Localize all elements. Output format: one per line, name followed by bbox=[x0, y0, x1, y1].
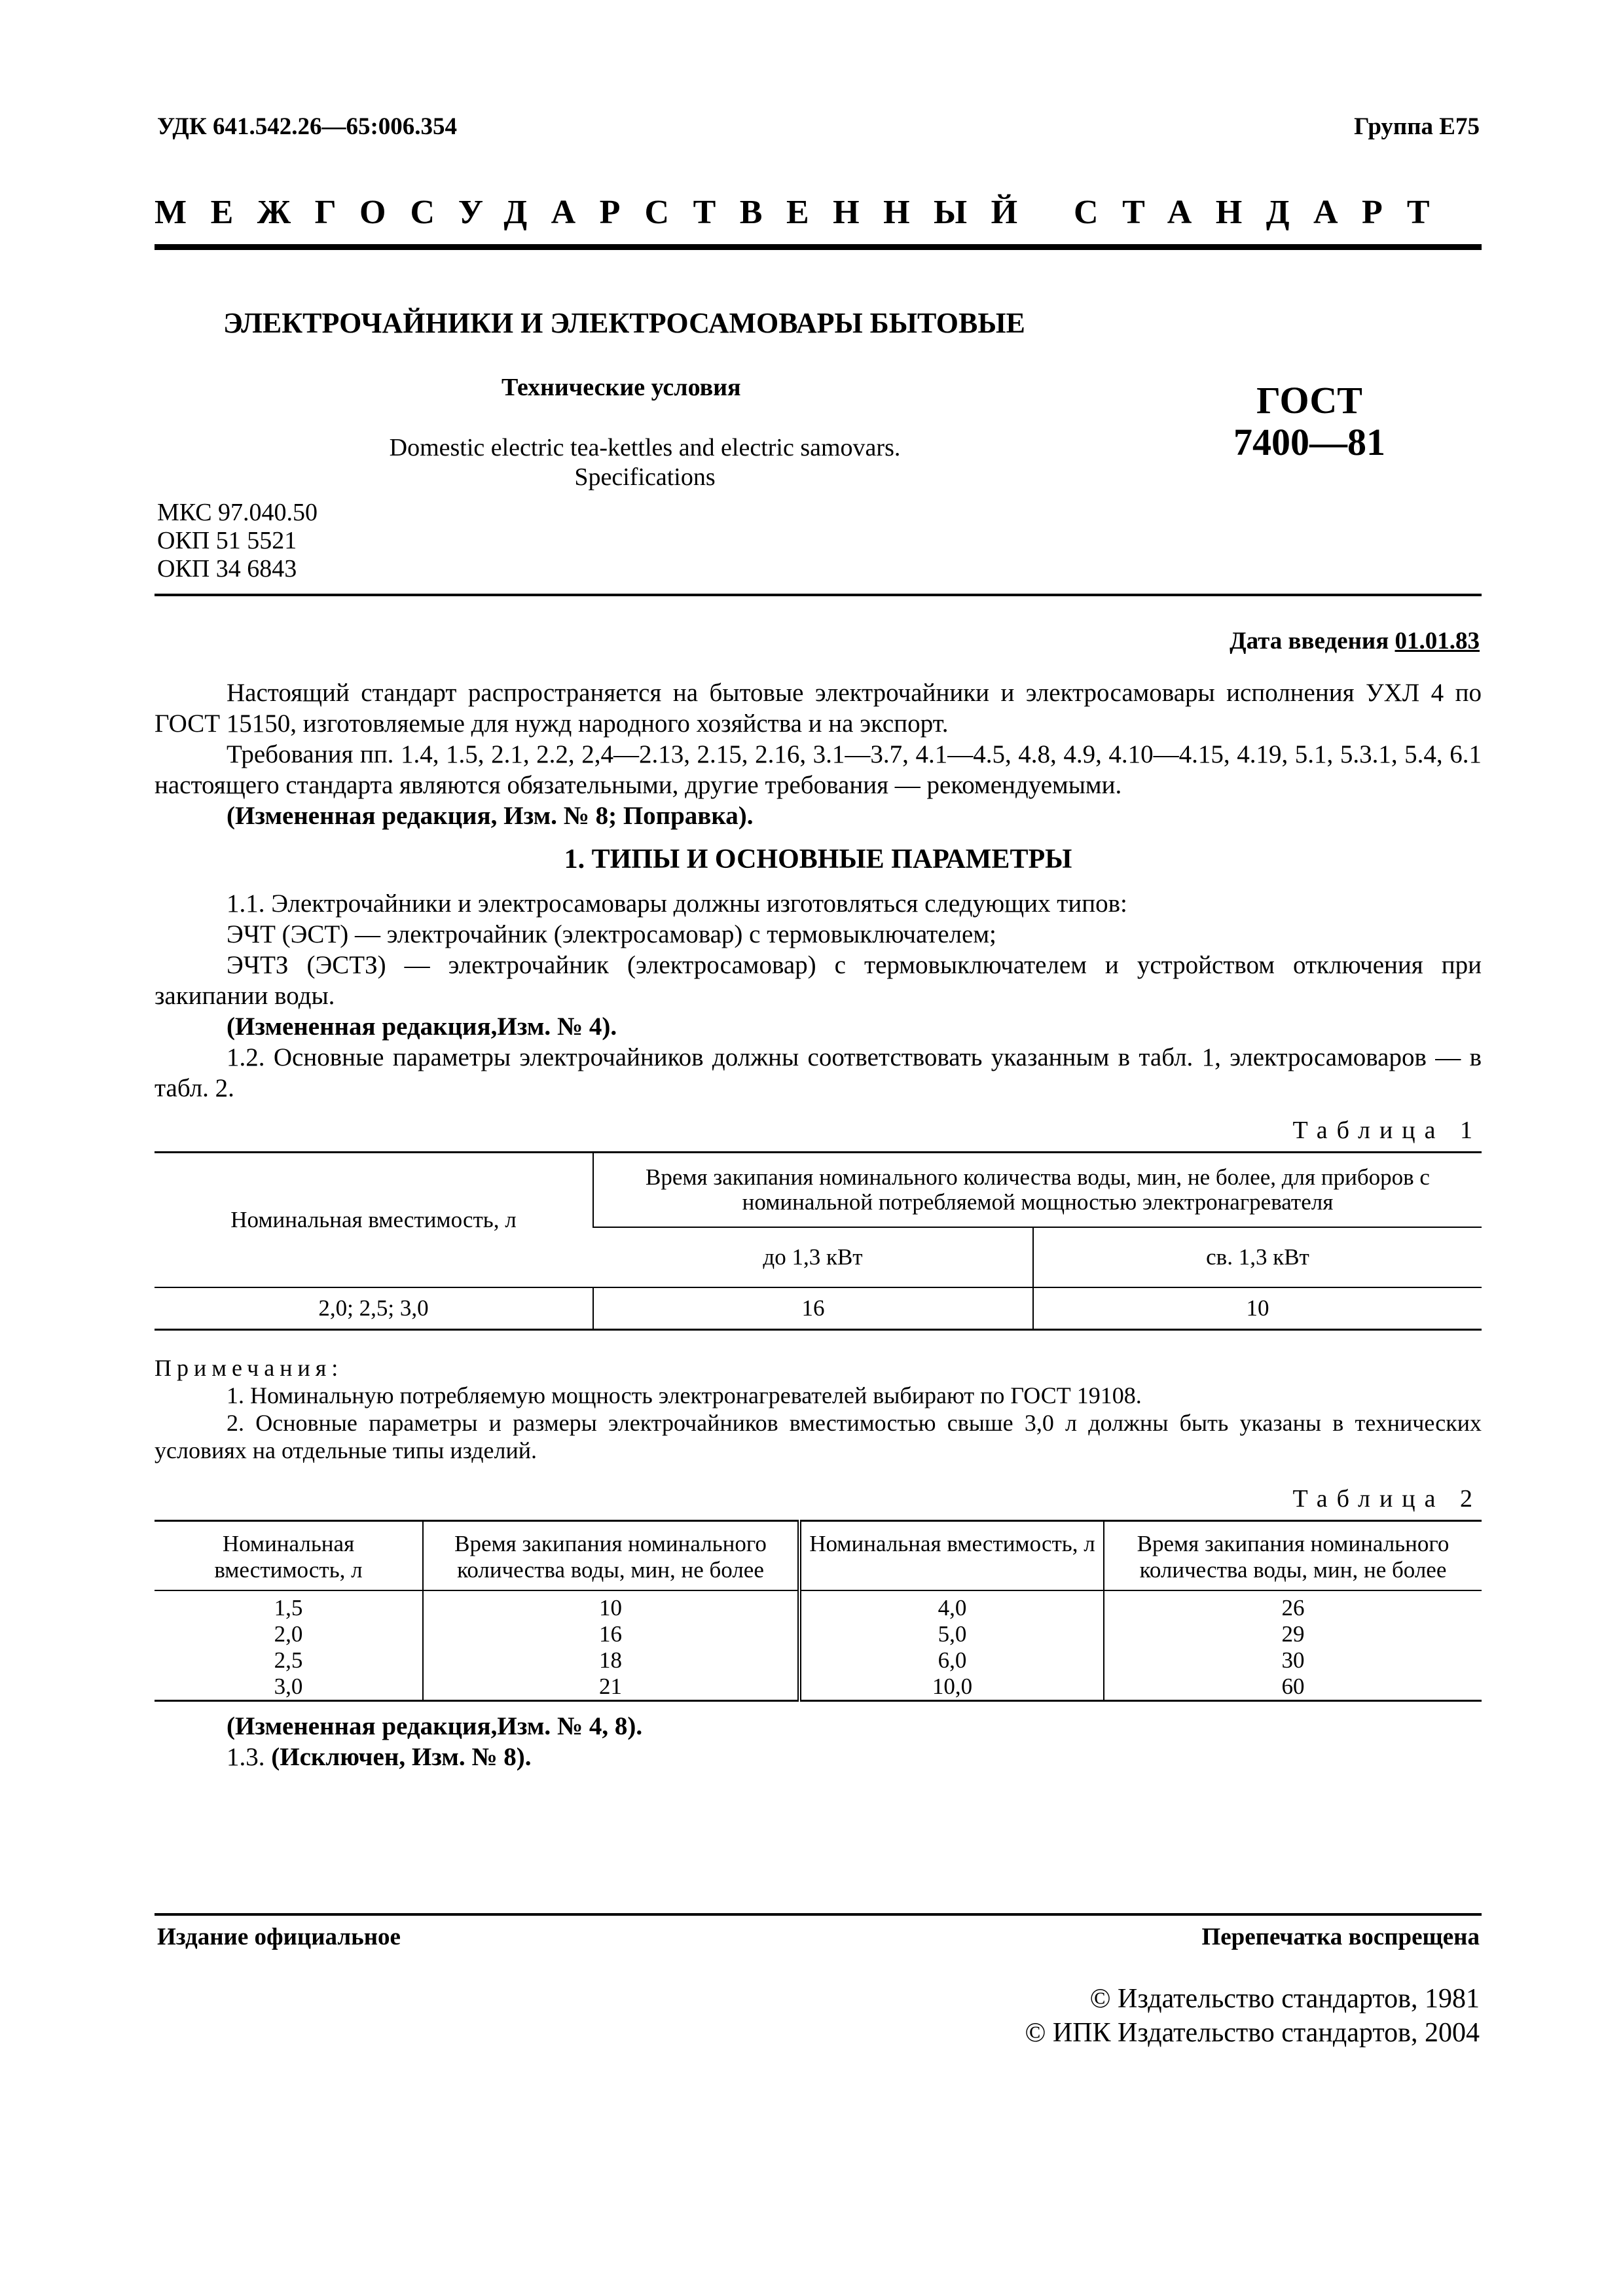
clause-1-1-type-b: ЭЧТЗ (ЭСТЗ) — электрочайник (электросамовар) с термовыключателем и устройством отключения при закипании воды. bbox=[155, 951, 1482, 1010]
amendment-note-2: (Измененная редакция,Изм. № 4). bbox=[227, 1013, 617, 1041]
table-cell: 16 bbox=[599, 1621, 622, 1647]
table-cell: 6,0 bbox=[938, 1647, 967, 1673]
table1-sub-header-low: до 1,3 кВт bbox=[593, 1227, 1033, 1287]
table-cell: 10,0 bbox=[932, 1674, 973, 1699]
table-cell: 2,5 bbox=[274, 1647, 303, 1673]
table-2 bbox=[155, 1520, 1482, 1702]
english-title-line2: Specifications bbox=[574, 463, 716, 491]
classification-codes bbox=[157, 499, 318, 583]
udk-code: УДК 641.542.26—65:006.354 bbox=[157, 113, 458, 140]
table-cell: 26 bbox=[1281, 1595, 1305, 1621]
table-1 bbox=[155, 1151, 1482, 1331]
official-edition-label: Издание официальное bbox=[157, 1924, 401, 1950]
english-title bbox=[354, 433, 936, 492]
table-cell: 30 bbox=[1281, 1647, 1305, 1673]
clause-1-1: 1.1. Электрочайники и электросамовары должны изготовляться следующих типов: bbox=[227, 889, 1127, 918]
interstate-standard-heading: МЕЖГОСУДАРСТВЕННЫЙ СТАНДАРТ bbox=[155, 194, 1454, 231]
table2-col-capacity-1 bbox=[155, 1590, 423, 1701]
table2-col-time-2 bbox=[1104, 1590, 1482, 1701]
table-row bbox=[155, 1590, 1482, 1701]
group-code: Группа Е75 bbox=[1354, 113, 1480, 140]
note-2: 2. Основные параметры и размеры электрочайников вместимостью свыше 3,0 л должны быть указаны в технических условиях на отдельные типы изделий. bbox=[155, 1410, 1482, 1463]
table2-header-row bbox=[155, 1521, 1482, 1591]
table-cell: 1,5 bbox=[274, 1595, 303, 1621]
table1-caption: Таблица 1 bbox=[1292, 1117, 1482, 1144]
copyright-2004: © ИПК Издательство стандартов, 2004 bbox=[1025, 2018, 1480, 2048]
clause-1-1-type-a: ЭЧТ (ЭСТ) — электрочайник (электросамовар) с термовыключателем; bbox=[227, 920, 996, 948]
code-mks: МКС 97.040.50 bbox=[157, 499, 318, 526]
table1-cell-low: 16 bbox=[593, 1287, 1033, 1330]
clause-1-2: 1.2. Основные параметры электрочайников должны соответствовать указанным в табл. 1, электросамоваров — в табл. 2. bbox=[155, 1043, 1482, 1102]
title-block-rule bbox=[155, 594, 1482, 596]
table-cell: 2,0 bbox=[274, 1621, 303, 1647]
table2-col-time-1 bbox=[423, 1590, 799, 1701]
gost-number bbox=[1178, 380, 1440, 463]
table-cell: 21 bbox=[599, 1674, 622, 1699]
gost-code: 7400—81 bbox=[1233, 421, 1385, 463]
code-okp-2: ОКП 34 6843 bbox=[157, 555, 297, 583]
table2-header-capacity-1: Номинальная вместимость, л bbox=[155, 1521, 423, 1591]
amendment-note-1: (Измененная редакция, Изм. № 8; Поправка). bbox=[227, 802, 754, 830]
table-cell: 3,0 bbox=[274, 1674, 303, 1699]
document-title: ЭЛЕКТРОЧАЙНИКИ И ЭЛЕКТРОСАМОВАРЫ БЫТОВЫЕ bbox=[223, 307, 1025, 339]
table-cell: 5,0 bbox=[938, 1621, 967, 1647]
introduction-date bbox=[1230, 627, 1480, 655]
table-cell: 60 bbox=[1281, 1674, 1305, 1699]
table1-cell-capacity: 2,0; 2,5; 3,0 bbox=[318, 1295, 429, 1321]
section-heading-1: 1. ТИПЫ И ОСНОВНЫЕ ПАРАМЕТРЫ bbox=[564, 844, 1072, 874]
table2-caption: Таблица 2 bbox=[1292, 1485, 1482, 1513]
clause-1-3-number: 1.3. bbox=[227, 1743, 272, 1771]
table-cell: 29 bbox=[1281, 1621, 1305, 1647]
table2-header-time-2: Время закипания номинального количества воды, мин, не более bbox=[1104, 1521, 1482, 1591]
document-body bbox=[155, 677, 1482, 1772]
table1-group-header: Время закипания номинального количества воды, мин, не более, для приборов с номинальной потребляемой мощностью электронагревателя bbox=[593, 1153, 1482, 1228]
reprint-prohibited-label: Перепечатка воспрещена bbox=[1201, 1924, 1480, 1950]
table2-header-capacity-2: Номинальная вместимость, л bbox=[799, 1521, 1104, 1591]
paragraph-requirements: Требования пп. 1.4, 1.5, 2.1, 2.2, 2,4—2.13, 2.15, 2.16, 3.1—3.7, 4.1—4.5, 4.8, 4.9, 4.10—4.15, 4.19, 5.1, 5.3.1, 5.4, 6.1 настоящего стандарта являются обязательными, другие требования — рекомендуемыми. bbox=[155, 740, 1482, 799]
table1-header-row bbox=[155, 1153, 1482, 1228]
table2-col-capacity-2 bbox=[799, 1590, 1104, 1701]
table-cell: 4,0 bbox=[938, 1595, 967, 1621]
english-title-line1: Domestic electric tea-kettles and electric samovars. bbox=[389, 434, 901, 461]
table1-col-capacity-header: Номинальная вместимость, л bbox=[155, 1153, 593, 1288]
note-1: 1. Номинальную потребляемую мощность электронагревателей выбирают по ГОСТ 19108. bbox=[227, 1382, 1142, 1408]
notes-title: Примечания: bbox=[155, 1355, 344, 1381]
clause-1-3-text: (Исключен, Изм. № 8). bbox=[271, 1743, 532, 1771]
copyright-block bbox=[1025, 1982, 1480, 2050]
introduction-date-label: Дата введения bbox=[1230, 628, 1395, 655]
footer-rule bbox=[155, 1913, 1482, 1916]
introduction-date-value: 01.01.83 bbox=[1395, 628, 1480, 655]
code-okp-1: ОКП 51 5521 bbox=[157, 527, 297, 554]
table-cell: 18 bbox=[599, 1647, 622, 1673]
gost-label: ГОСТ bbox=[1256, 379, 1362, 422]
header-rule bbox=[155, 244, 1482, 250]
table1-sub-header-high: св. 1,3 кВт bbox=[1033, 1227, 1482, 1287]
document-subtitle: Технические условия bbox=[501, 374, 741, 401]
table2-header-time-1: Время закипания номинального количества воды, мин, не более bbox=[423, 1521, 799, 1591]
table1-cell-high: 10 bbox=[1033, 1287, 1482, 1330]
paragraph-scope: Настоящий стандарт распространяется на бытовые электрочайники и электросамовары исполнения УХЛ 4 по ГОСТ 15150, изготовляемые для нужд народного хозяйства и на экспорт. bbox=[155, 679, 1482, 738]
clause-1-3 bbox=[155, 1742, 1482, 1772]
table-cell: 10 bbox=[599, 1595, 622, 1621]
amendment-note-3: (Измененная редакция,Изм. № 4, 8). bbox=[227, 1712, 643, 1740]
copyright-1981: © Издательство стандартов, 1981 bbox=[1089, 1984, 1480, 2014]
table-row bbox=[155, 1287, 1482, 1330]
